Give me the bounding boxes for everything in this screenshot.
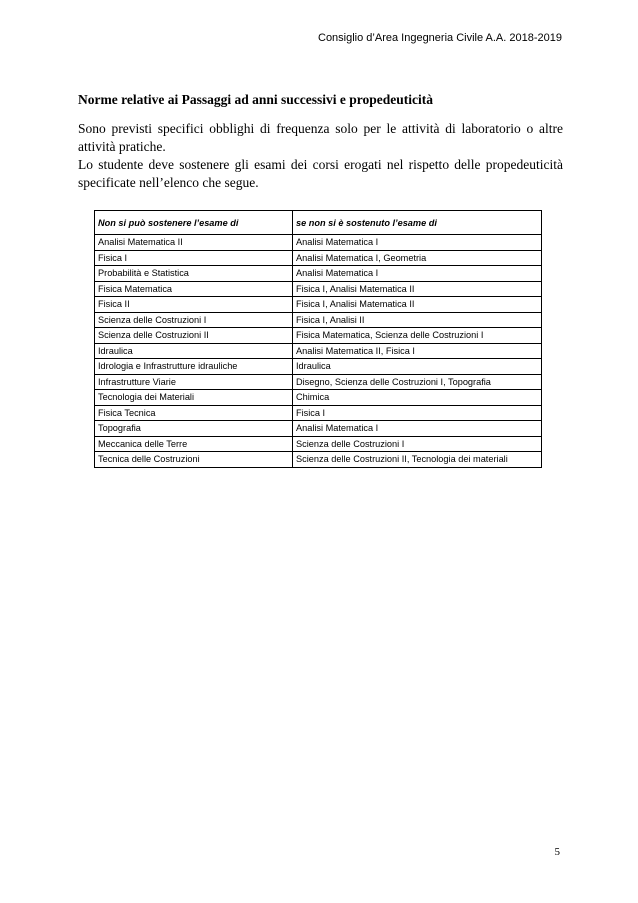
cell-prerequisite: Fisica Matematica, Scienza delle Costruzioni I — [293, 328, 542, 344]
cell-exam: Idraulica — [95, 343, 293, 359]
cell-prerequisite: Idraulica — [293, 359, 542, 375]
cell-prerequisite: Analisi Matematica I, Geometria — [293, 250, 542, 266]
cell-prerequisite: Fisica I — [293, 405, 542, 421]
cell-exam: Meccanica delle Terre — [95, 436, 293, 452]
section-title: Norme relative ai Passaggi ad anni successivi e propedeuticità — [78, 92, 433, 107]
cell-exam: Fisica Matematica — [95, 281, 293, 297]
cell-prerequisite: Chimica — [293, 390, 542, 406]
cell-prerequisite: Analisi Matematica I — [293, 235, 542, 251]
cell-exam: Tecnica delle Costruzioni — [95, 452, 293, 468]
page-number: 5 — [554, 846, 560, 858]
table-body — [95, 235, 542, 468]
cell-prerequisite: Fisica I, Analisi Matematica II — [293, 281, 542, 297]
table-row — [95, 359, 542, 375]
cell-exam: Infrastrutture Viarie — [95, 374, 293, 390]
cell-prerequisite: Fisica I, Analisi Matematica II — [293, 297, 542, 313]
cell-prerequisite: Scienza delle Costruzioni II, Tecnologia dei materiali — [293, 452, 542, 468]
cell-prerequisite: Analisi Matematica I — [293, 421, 542, 437]
table-row — [95, 374, 542, 390]
table-row — [95, 452, 542, 468]
table-row — [95, 297, 542, 313]
prerequisites-table — [94, 210, 542, 468]
cell-exam: Fisica Tecnica — [95, 405, 293, 421]
cell-exam: Analisi Matematica II — [95, 235, 293, 251]
table-row — [95, 250, 542, 266]
table-row — [95, 343, 542, 359]
cell-exam: Scienza delle Costruzioni I — [95, 312, 293, 328]
cell-exam: Scienza delle Costruzioni II — [95, 328, 293, 344]
paragraph-frequency: Sono previsti specifici obblighi di frequenza solo per le attività di laboratorio o altre attività pratiche. — [78, 121, 563, 154]
table-row — [95, 266, 542, 282]
cell-prerequisite: Scienza delle Costruzioni I — [293, 436, 542, 452]
cell-prerequisite: Analisi Matematica I — [293, 266, 542, 282]
cell-exam: Tecnologia dei Materiali — [95, 390, 293, 406]
table-row — [95, 405, 542, 421]
table-row — [95, 312, 542, 328]
cell-exam: Fisica I — [95, 250, 293, 266]
cell-exam: Probabilità e Statistica — [95, 266, 293, 282]
paragraph-prerequisites: Lo studente deve sostenere gli esami dei corsi erogati nel rispetto delle propedeuticità specificate nell’elenco che segue. — [78, 157, 563, 190]
table-row — [95, 328, 542, 344]
cell-exam: Fisica II — [95, 297, 293, 313]
cell-prerequisite: Analisi Matematica II, Fisica I — [293, 343, 542, 359]
table-row — [95, 390, 542, 406]
cell-prerequisite: Disegno, Scienza delle Costruzioni I, Topografia — [293, 374, 542, 390]
table-row — [95, 421, 542, 437]
cell-exam: Topografia — [95, 421, 293, 437]
cell-prerequisite: Fisica I, Analisi II — [293, 312, 542, 328]
column-header-prerequisite: se non si è sostenuto l’esame di — [293, 211, 542, 235]
cell-exam: Idrologia e Infrastrutture idrauliche — [95, 359, 293, 375]
table-row — [95, 281, 542, 297]
table-header-row — [95, 211, 542, 235]
column-header-exam: Non si può sostenere l’esame di — [95, 211, 293, 235]
page-header: Consiglio d’Area Ingegneria Civile A.A. 2018-2019 — [318, 32, 562, 44]
table-row — [95, 235, 542, 251]
table-row — [95, 436, 542, 452]
